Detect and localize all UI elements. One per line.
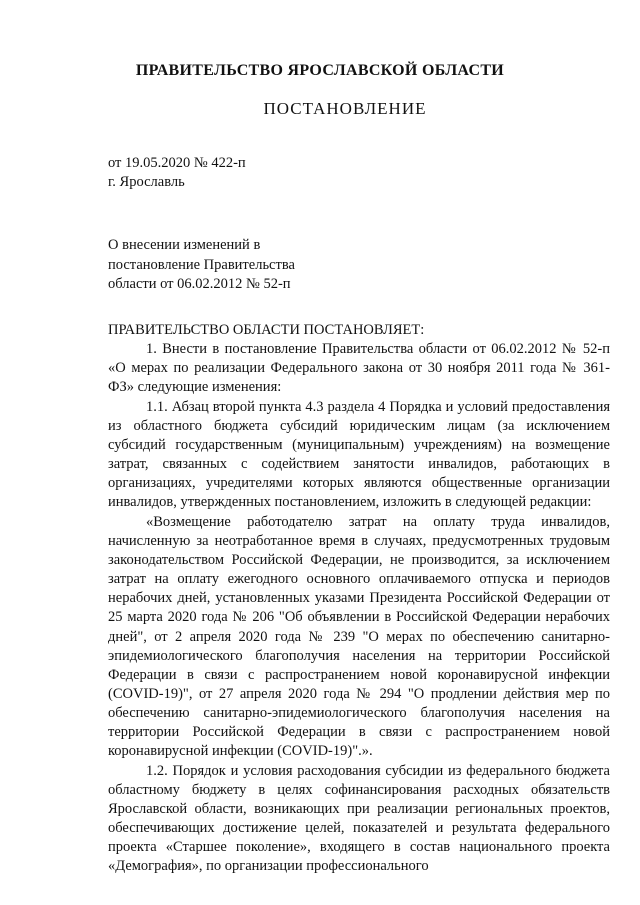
- document-subject: [108, 236, 295, 295]
- subject-line-3: области от 06.02.2012 № 52-п: [108, 276, 291, 292]
- document-type: ПОСТАНОВЛЕНИЕ: [263, 99, 427, 118]
- paragraph-quote: «Возмещение работодателю затрат на оплату труда инвалидов, начисленную за неотработанное время в случаях, предусмотренных трудовым законодательством Российской Федерации, не производится, за исключением затрат на оплату ежегодного основного оплачиваемого отпуска и периодов нерабочих дней, установленных указами Президента Российской Федерации от 25 марта 2020 года № 206 "Об объявлении в Российской Федерации нерабочих дней", от 2 апреля 2020 года № 239 "О мерах по обеспечению санитарно-эпидемиологического благополучия населения на территории Российской Федерации в связи с распространением новой коронавирусной инфекции (COVID-19)", от 27 апреля 2020 года № 294 "О продлении действия мер по обеспечению санитарно-эпидемиологического благополучия населения на территории Российской Федерации в связи с распространением новой коронавирусной инфекции (COVID-19)".».: [108, 513, 610, 760]
- document-body: [108, 321, 610, 877]
- document-meta: [108, 154, 246, 192]
- subject-line-2: постановление Правительства: [108, 256, 295, 273]
- paragraph-item-1: 1. Внести в постановление Правительства области от 06.02.2012 № 52-п «О мерах по реализации Федерального закона от 30 ноября 2011 года № 361-ФЗ» следующие изменения:: [108, 341, 610, 396]
- date-number: от 19.05.2020 № 422-п: [108, 155, 246, 171]
- government-title: ПРАВИТЕЛЬСТВО ЯРОСЛАВСКОЙ ОБЛАСТИ: [135, 62, 505, 79]
- decree-heading: ПРАВИТЕЛЬСТВО ОБЛАСТИ ПОСТАНОВЛЯЕТ:: [108, 322, 425, 338]
- subject-line-1: О внесении изменений в: [108, 237, 261, 253]
- paragraph-item-1-1: 1.1. Абзац второй пункта 4.3 раздела 4 Порядка и условий предоставления из областного бюджета субсидий юридическим лицам (за исключением субсидий государственным (муниципальным) учреждениям) на возмещение затрат, связанных с содействием занятости инвалидов, работающих в организациях, учредителями которых являются общественные организации инвалидов, утвержденных постановлением, изложить в следующей редакции:: [108, 398, 610, 511]
- city: г. Ярославль: [108, 174, 185, 190]
- paragraph-item-1-2: 1.2. Порядок и условия расходования субсидии из федерального бюджета областному бюджету в целях софинансирования расходных обязательств Ярославской области, возникающих при реализации региональных проектов, обеспечивающих достижение целей, показателей и результата федерального проекта «Старшее поколение», входящего в состав национального проекта «Демография», по организации профессионального: [108, 762, 610, 875]
